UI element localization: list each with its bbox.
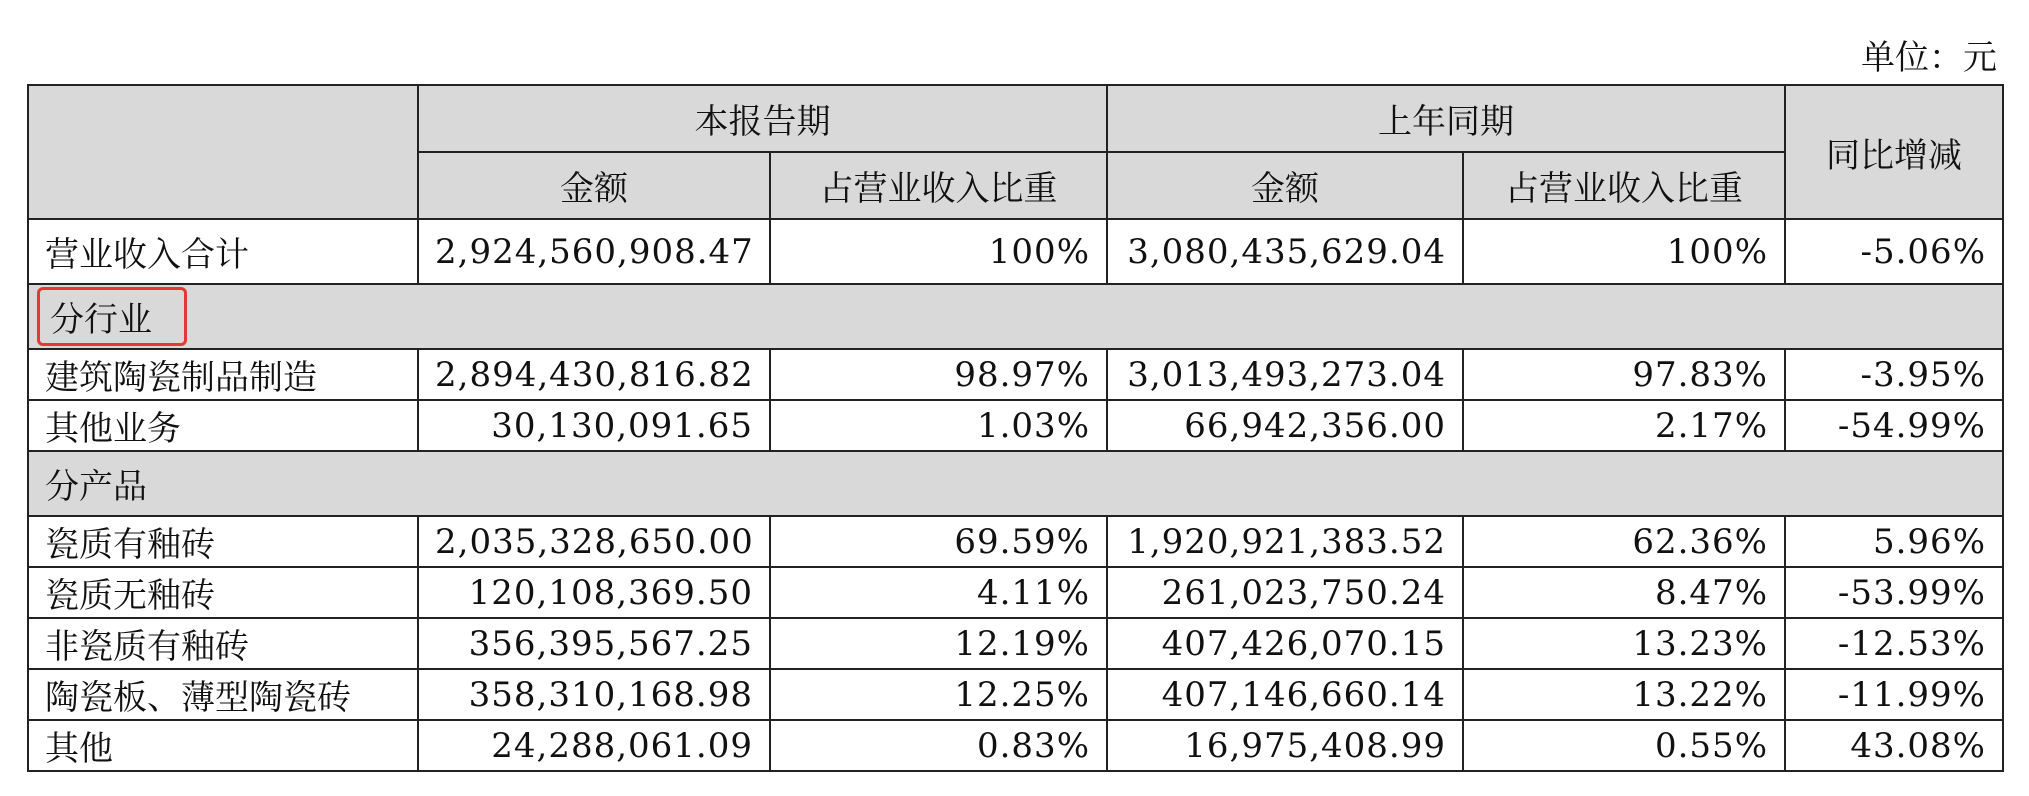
row-label: 其他业务 xyxy=(28,400,418,451)
row-label: 陶瓷板、薄型陶瓷砖 xyxy=(28,669,418,720)
prior-share-cell: 2.17% xyxy=(1463,400,1785,451)
section-label-product: 分产品 xyxy=(28,451,2003,516)
yoy-cell: -3.95% xyxy=(1785,349,2003,400)
current-amount-cell: 356,395,567.25 xyxy=(418,618,770,669)
prior-amount-cell: 407,146,660.14 xyxy=(1107,669,1463,720)
yoy-cell: -54.99% xyxy=(1785,400,2003,451)
current-amount-cell: 2,924,560,908.47 xyxy=(418,219,770,284)
section-label-industry: 分行业 xyxy=(37,287,187,346)
header-current-period: 本报告期 xyxy=(418,85,1107,152)
header-current-amount: 金额 xyxy=(418,152,770,219)
current-share-cell: 98.97% xyxy=(770,349,1107,400)
row-label: 建筑陶瓷制品制造 xyxy=(28,349,418,400)
current-share-cell: 12.25% xyxy=(770,669,1107,720)
total-row xyxy=(28,219,2003,284)
current-amount-cell: 120,108,369.50 xyxy=(418,567,770,618)
yoy-cell: -53.99% xyxy=(1785,567,2003,618)
prior-amount-cell: 3,080,435,629.04 xyxy=(1107,219,1463,284)
prior-amount-cell: 16,975,408.99 xyxy=(1107,720,1463,771)
prior-share-cell: 13.22% xyxy=(1463,669,1785,720)
row-label: 其他 xyxy=(28,720,418,771)
current-share-cell: 4.11% xyxy=(770,567,1107,618)
header-blank-cell xyxy=(28,85,418,219)
prior-share-cell: 13.23% xyxy=(1463,618,1785,669)
current-amount-cell: 2,894,430,816.82 xyxy=(418,349,770,400)
current-amount-cell: 30,130,091.65 xyxy=(418,400,770,451)
yoy-cell: 5.96% xyxy=(1785,516,2003,567)
row-label: 瓷质无釉砖 xyxy=(28,567,418,618)
prior-amount-cell: 66,942,356.00 xyxy=(1107,400,1463,451)
prior-share-cell: 8.47% xyxy=(1463,567,1785,618)
current-share-cell: 1.03% xyxy=(770,400,1107,451)
prior-share-cell: 100% xyxy=(1463,219,1785,284)
prior-amount-cell: 1,920,921,383.52 xyxy=(1107,516,1463,567)
section-row-product xyxy=(28,451,2003,516)
section-row-industry xyxy=(28,284,2003,349)
current-share-cell: 12.19% xyxy=(770,618,1107,669)
header-prior-amount: 金额 xyxy=(1107,152,1463,219)
table-row xyxy=(28,669,2003,720)
row-label: 瓷质有釉砖 xyxy=(28,516,418,567)
table-row xyxy=(28,400,2003,451)
table-row xyxy=(28,349,2003,400)
row-label: 非瓷质有釉砖 xyxy=(28,618,418,669)
yoy-cell: -12.53% xyxy=(1785,618,2003,669)
table-row xyxy=(28,516,2003,567)
header-current-share: 占营业收入比重 xyxy=(770,152,1107,219)
row-label: 营业收入合计 xyxy=(28,219,418,284)
prior-share-cell: 0.55% xyxy=(1463,720,1785,771)
prior-share-cell: 62.36% xyxy=(1463,516,1785,567)
table-row xyxy=(28,720,2003,771)
yoy-cell: -5.06% xyxy=(1785,219,2003,284)
current-amount-cell: 24,288,061.09 xyxy=(418,720,770,771)
prior-amount-cell: 3,013,493,273.04 xyxy=(1107,349,1463,400)
current-share-cell: 69.59% xyxy=(770,516,1107,567)
prior-amount-cell: 261,023,750.24 xyxy=(1107,567,1463,618)
yoy-cell: 43.08% xyxy=(1785,720,2003,771)
table-row xyxy=(28,618,2003,669)
prior-share-cell: 97.83% xyxy=(1463,349,1785,400)
revenue-breakdown-table xyxy=(27,84,2004,772)
header-prior-period: 上年同期 xyxy=(1107,85,1785,152)
current-amount-cell: 358,310,168.98 xyxy=(418,669,770,720)
header-yoy-change: 同比增减 xyxy=(1785,85,2003,219)
yoy-cell: -11.99% xyxy=(1785,669,2003,720)
current-share-cell: 100% xyxy=(770,219,1107,284)
header-row-1 xyxy=(28,85,2003,152)
header-prior-share: 占营业收入比重 xyxy=(1463,152,1785,219)
current-share-cell: 0.83% xyxy=(770,720,1107,771)
unit-label: 单位：元 xyxy=(1861,38,1997,78)
table-row xyxy=(28,567,2003,618)
current-amount-cell: 2,035,328,650.00 xyxy=(418,516,770,567)
prior-amount-cell: 407,426,070.15 xyxy=(1107,618,1463,669)
